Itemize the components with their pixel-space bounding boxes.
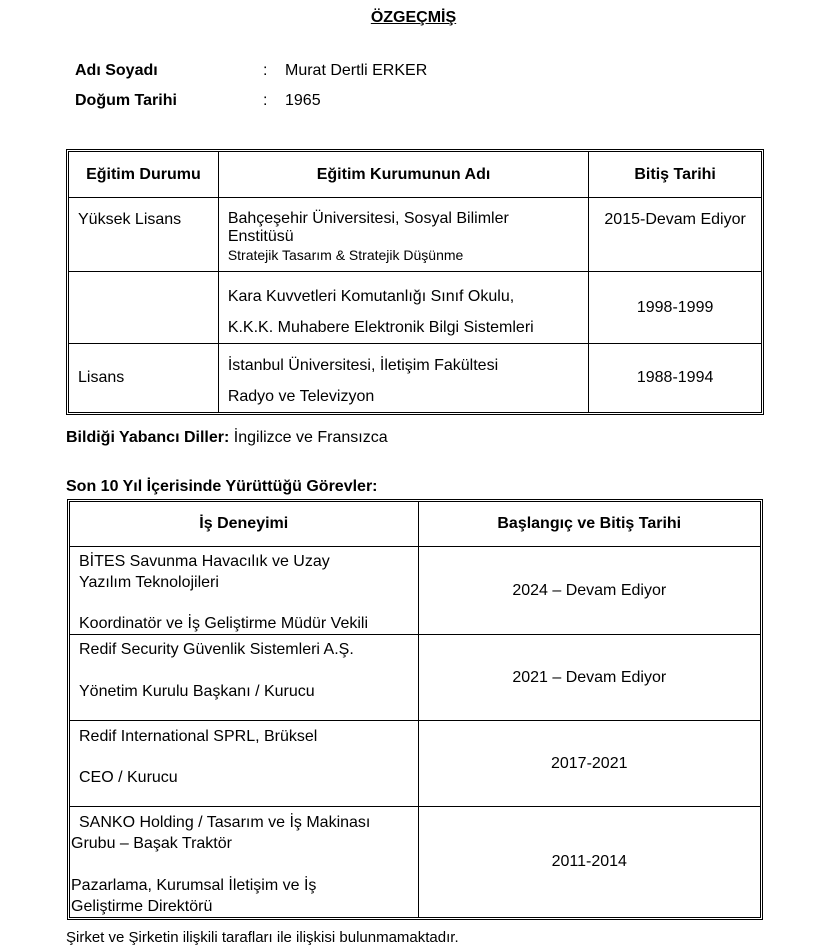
education-row: [69, 344, 762, 413]
work-company-line: Redif International SPRL, Brüksel: [79, 728, 318, 745]
education-institution-line: K.K.K. Muhabere Elektronik Bilgi Sistemleri: [227, 319, 534, 336]
name-value: Murat Dertli ERKER: [285, 62, 428, 79]
education-row: [69, 272, 762, 344]
education-date: 1998-1999: [589, 272, 762, 344]
languages-label: Bildiği Yabancı Diller:: [66, 429, 230, 446]
work-section-title: Son 10 Yıl İçerisinde Yürüttüğü Görevler:: [66, 478, 378, 495]
education-date: 2015-Devam Ediyor: [589, 198, 762, 272]
education-institution: [218, 344, 588, 413]
education-institution-line: Radyo ve Televizyon: [227, 388, 375, 405]
work-company-line: BİTES Savunma Havacılık ve Uzay: [79, 553, 330, 570]
languages-value: İngilizce ve Fransızca: [233, 429, 388, 446]
languages-line: [66, 429, 388, 447]
education-table: [68, 151, 762, 413]
work-row: [70, 721, 761, 807]
work-company-line: Redif Security Güvenlik Sistemleri A.Ş.: [79, 641, 354, 658]
education-date: 1988-1994: [589, 344, 762, 413]
education-institution: [218, 198, 588, 272]
work-row: [70, 547, 761, 635]
work-role: Geliştirme Direktörü: [71, 898, 213, 915]
footer-note: Şirket ve Şirketin ilişkili tarafları ile ilişkisi bulunmamaktadır.: [66, 929, 459, 946]
birth-value: 1965: [285, 92, 321, 109]
work-experience: [70, 547, 419, 635]
work-header-experience: İş Deneyimi: [70, 502, 419, 547]
work-date: 2017-2021: [418, 721, 761, 807]
work-role: Yönetim Kurulu Başkanı / Kurucu: [79, 683, 315, 700]
work-experience: [70, 635, 419, 721]
work-company-line: Yazılım Teknolojileri: [79, 574, 219, 591]
education-institution-line: Bahçeşehir Üniversitesi, Sosyal Bilimler: [227, 210, 509, 227]
birth-label: Doğum Tarihi: [75, 92, 177, 109]
work-role: CEO / Kurucu: [79, 769, 178, 786]
education-institution-line: İstanbul Üniversitesi, İletişim Fakültesi: [227, 357, 499, 374]
education-institution: [218, 272, 588, 344]
education-institution-line: Kara Kuvvetleri Komutanlığı Sınıf Okulu,: [227, 288, 515, 305]
education-header-date: Bitiş Tarihi: [589, 152, 762, 198]
work-header-row: [70, 502, 761, 547]
work-date: 2011-2014: [418, 807, 761, 918]
work-table: [69, 501, 761, 918]
page-title: ÖZGEÇMİŞ: [370, 9, 457, 26]
work-date: 2021 – Devam Ediyor: [418, 635, 761, 721]
education-institution-line: Enstitüsü: [227, 228, 294, 245]
education-header-level: Eğitim Durumu: [69, 152, 219, 198]
work-experience: [70, 721, 419, 807]
work-company-line: Grubu – Başak Traktör: [71, 835, 232, 852]
work-date: 2024 – Devam Ediyor: [418, 547, 761, 635]
birth-colon: :: [263, 92, 268, 109]
work-row: [70, 635, 761, 721]
education-header-row: [69, 152, 762, 198]
education-level: Yüksek Lisans: [69, 198, 219, 272]
name-label: Adı Soyadı: [75, 62, 158, 79]
education-header-institution: Eğitim Kurumunun Adı: [218, 152, 588, 198]
name-colon: :: [263, 62, 268, 79]
work-row: [70, 807, 761, 918]
education-level: Lisans: [69, 344, 219, 413]
work-header-dates: Başlangıç ve Bitiş Tarihi: [418, 502, 761, 547]
work-company-line: SANKO Holding / Tasarım ve İş Makinası: [79, 814, 371, 831]
education-level: [69, 272, 219, 344]
education-program: Stratejik Tasarım & Stratejik Düşünme: [227, 247, 464, 263]
work-role: Koordinatör ve İş Geliştirme Müdür Vekili: [79, 615, 368, 632]
education-row: [69, 198, 762, 272]
work-experience: [70, 807, 419, 918]
work-role: Pazarlama, Kurumsal İletişim ve İş: [71, 877, 317, 894]
